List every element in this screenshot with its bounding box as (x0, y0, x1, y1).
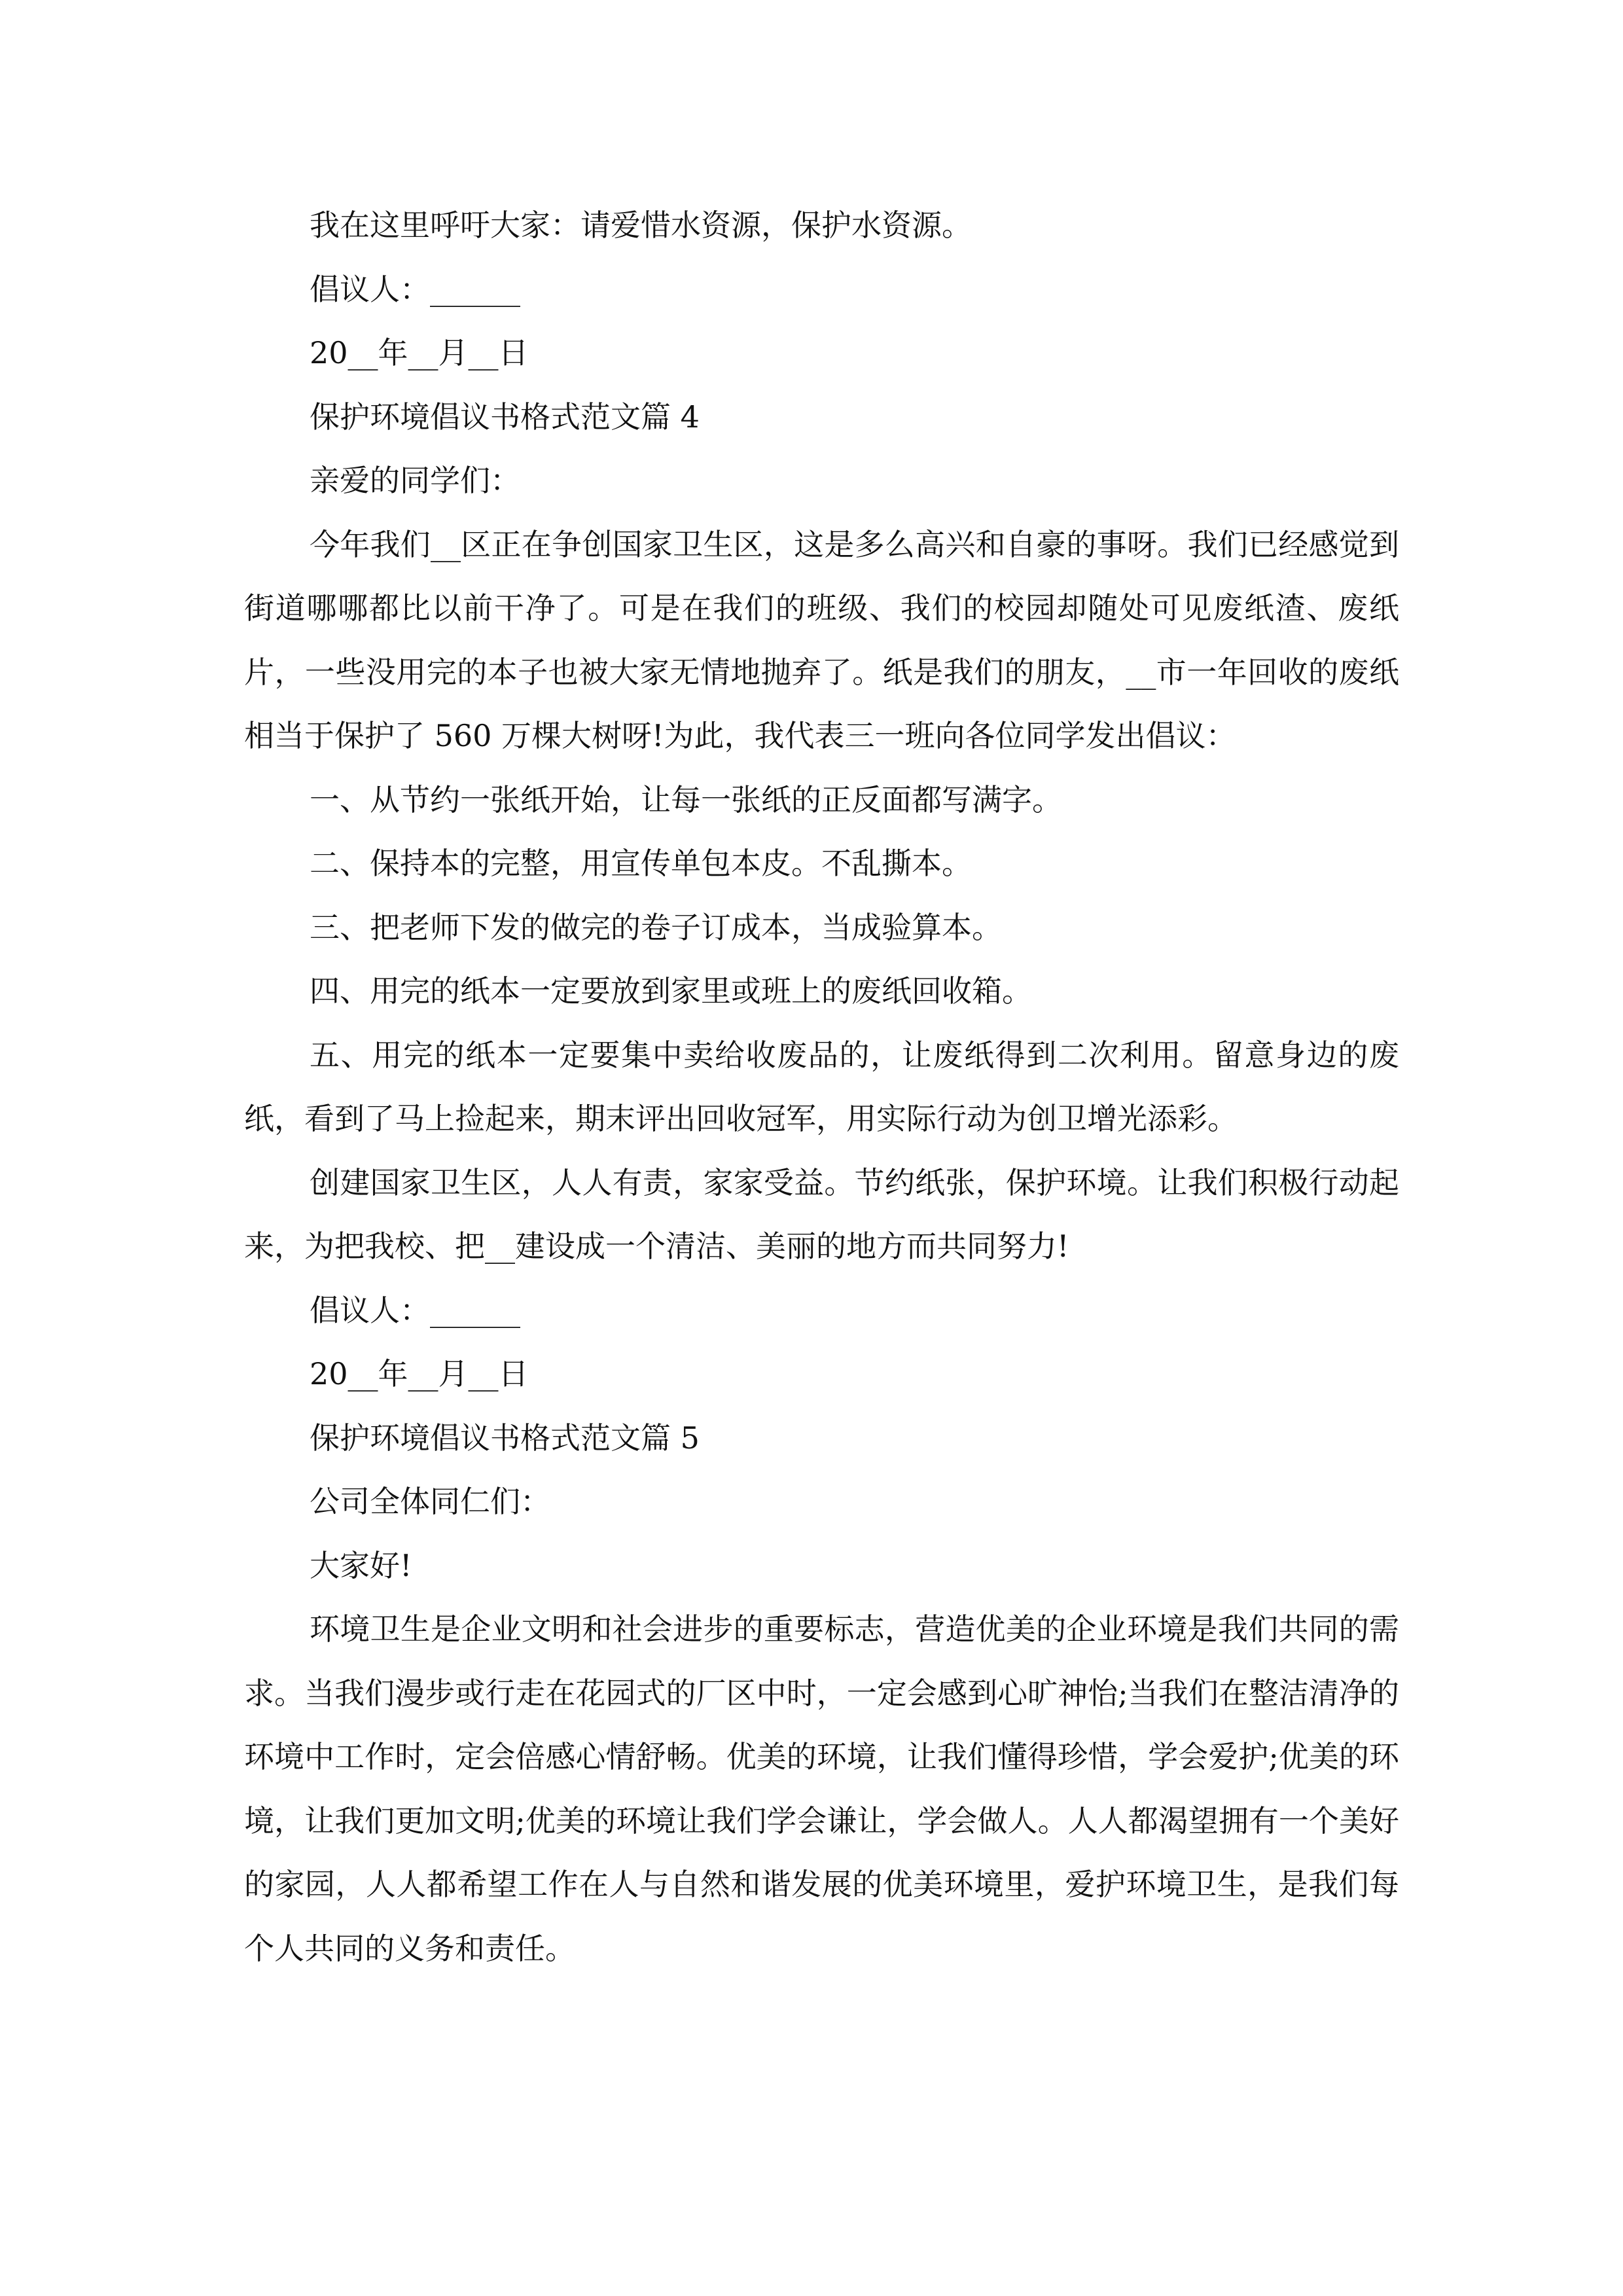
body-paragraph: 今年我们__区正在争创国家卫生区，这是多么高兴和自豪的事呀。我们已经感觉到街道哪哪都比以前干净了。可是在我们的班级、我们的校园却随处可见废纸渣、废纸片，一些没用完的本子也被大家无情地抛弃了。纸是我们的朋友，__市一年回收的废纸相当于保护了 560 万棵大树呀!为此，我代表三一班向各位同学发出倡议： (244, 526, 1399, 753)
list-item: 三、把老师下发的做完的卷子订成本，当成验算本。 (310, 909, 1002, 945)
list-item: 五、用完的纸本一定要集中卖给收废品的，让废纸得到二次利用。留意身边的废纸，看到了马上捡起来，期末评出回收冠军，用实际行动为创卫增光添彩。 (244, 1037, 1399, 1136)
list-item: 四、用完的纸本一定要放到家里或班上的废纸回收箱。 (310, 973, 1032, 1009)
body-paragraph: 环境卫生是企业文明和社会进步的重要标志，营造优美的企业环境是我们共同的需求。当我们漫步或行走在花园式的厂区中时，一定会感到心旷神怡;当我们在整洁清净的环境中工作时，定会倍感心情舒畅。优美的环境，让我们懂得珍惜，学会爱护;优美的环境，让我们更加文明;优美的环境让我们学会谦让，学会做人。人人都渴望拥有一个美好的家园，人人都希望工作在人与自然和谐发展的优美环境里，爱护环境卫生，是我们每个人共同的义务和责任。 (244, 1611, 1399, 1966)
list-item: 一、从节约一张纸开始，让每一张纸的正反面都写满字。 (310, 781, 1062, 817)
greeting: 大家好! (310, 1547, 412, 1583)
date-line: 20__年__月__日 (310, 335, 529, 370)
body-paragraph: 创建国家卫生区，人人有责，家家受益。节约纸张，保护环境。让我们积极行动起来，为把我校、把__建设成一个清洁、美丽的地方而共同努力! (244, 1164, 1399, 1264)
salutation: 公司全体同仁们： (310, 1484, 550, 1519)
document-body (244, 194, 1399, 1981)
list-item: 二、保持本的完整，用宣传单包本皮。不乱撕本。 (310, 846, 972, 881)
appeal-paragraph: 我在这里呼吁大家：请爱惜水资源，保护水资源。 (310, 207, 972, 243)
initiator-line: 倡议人：______ (310, 1292, 520, 1328)
initiator-line: 倡议人：______ (310, 271, 520, 307)
section-title: 保护环境倡议书格式范文篇 5 (310, 1420, 700, 1456)
date-line: 20__年__月__日 (310, 1356, 529, 1391)
salutation: 亲爱的同学们： (310, 463, 520, 498)
section-title: 保护环境倡议书格式范文篇 4 (310, 399, 700, 435)
